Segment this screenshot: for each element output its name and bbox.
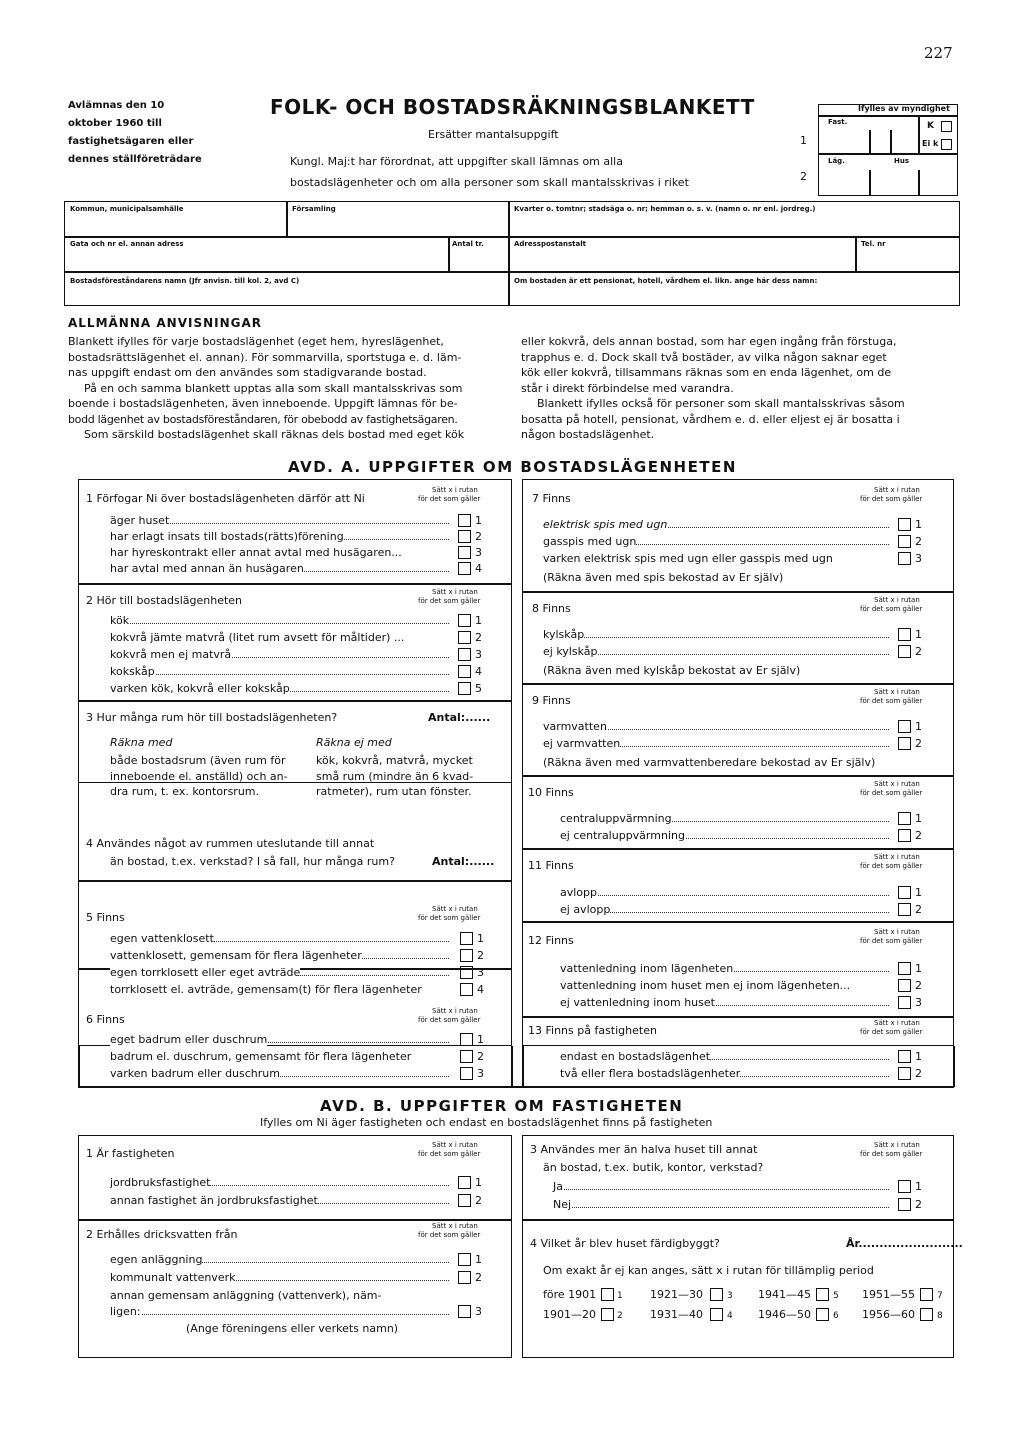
- b4-period-2-label: 1901—20: [543, 1308, 596, 1321]
- b4-note: Om exakt år ej kan anges, sätt x i rutan för tillämplig period: [543, 1264, 874, 1277]
- q3-right-1: kök, kokvrå, matvrå, mycket: [316, 754, 473, 767]
- q5-option-3: egen torrklosett eller eget avträde: [110, 966, 301, 979]
- b4-period-6-num: 6: [833, 1311, 839, 1321]
- q7-label: 7 Finns: [532, 492, 571, 505]
- delivery-note-4: dennes ställföreträdare: [68, 154, 202, 165]
- q3-left-3: dra rum, t. ex. kontorsrum.: [110, 785, 260, 798]
- avd-a-heading: AVD. A. UPPGIFTER OM BOSTADSLÄGENHETEN: [288, 458, 737, 476]
- q2-sattx-1: Sätt x i rutan: [432, 588, 478, 596]
- instr-left-7: Som särskild bostadslägenhet skall räknas dels bostad med eget kök: [84, 428, 465, 441]
- bostadsforest-label: Bostadsföreståndarens namn (Jfr anvisn. till kol. 2, avd C): [70, 277, 300, 285]
- q11-label: 11 Finns: [528, 859, 574, 872]
- instr-right-5: Blankett ifylles också för personer som skall mantalsskrivas såsom: [537, 397, 905, 410]
- authority-k-checkbox[interactable]: [941, 121, 952, 132]
- q9-sattx-2: för det som gäller: [860, 697, 923, 705]
- q10-checkbox-2[interactable]: [898, 829, 911, 842]
- delivery-note-3: fastighetsägaren eller: [68, 136, 194, 147]
- q9-option-1: varmvatten: [543, 720, 607, 733]
- q8-label: 8 Finns: [532, 602, 571, 615]
- b4-period-2-checkbox[interactable]: [601, 1308, 614, 1321]
- q11-option-2: ej avlopp: [560, 903, 611, 916]
- instr-left-6: bodd lägenhet av bostadsföreståndaren, för obebodd av fastighetsägaren.: [68, 412, 458, 426]
- b4-period-1-checkbox[interactable]: [601, 1288, 614, 1301]
- instr-right-7: någon bostadslägenhet.: [521, 428, 655, 441]
- b2-option-3-line-1: annan gemensam anläggning (vattenverk), näm-: [110, 1289, 382, 1302]
- forsamling-input[interactable]: [292, 218, 502, 234]
- decree-line-1: Kungl. Maj:t har förordnat, att uppgifter skall lämnas om alla: [290, 155, 623, 168]
- q5-checkbox-3[interactable]: [460, 966, 473, 979]
- q3-rakna-med: Räkna med: [110, 736, 173, 749]
- q10-label: 10 Finns: [528, 786, 574, 799]
- b1-checkbox-2[interactable]: [458, 1194, 471, 1207]
- q2-checkbox-3[interactable]: [458, 648, 471, 661]
- q6-label: 6 Finns: [86, 1013, 125, 1026]
- adresspost-label: Adresspostanstalt: [514, 240, 586, 248]
- b1-checkbox-1[interactable]: [458, 1176, 471, 1189]
- q3-left-1: både bostadsrum (även rum för: [110, 754, 286, 767]
- decree-line-2: bostadslägenheter och om alla personer som skall mantalsskrivas i riket: [290, 176, 689, 189]
- b4-period-1-num: 1: [617, 1291, 623, 1301]
- q10-checkbox-1[interactable]: [898, 812, 911, 825]
- q3-rakna-ej: Räkna ej med: [316, 736, 392, 749]
- q3-antal[interactable]: Antal:......: [428, 711, 491, 724]
- b4-period-4-checkbox[interactable]: [710, 1308, 723, 1321]
- q9-label: 9 Finns: [532, 694, 571, 707]
- tel-input[interactable]: [861, 253, 955, 269]
- b2-sattx-2: för det som gäller: [418, 1231, 481, 1239]
- q2-option-1: kök: [110, 614, 130, 627]
- b2-checkbox-1[interactable]: [458, 1253, 471, 1266]
- q13-option-2: två eller flera bostadslägenheter: [560, 1067, 741, 1080]
- q4-line-1: 4 Användes något av rummen uteslutande till annat: [86, 837, 375, 850]
- delivery-note-1: Avlämnas den 10: [68, 100, 165, 111]
- q11-sattx-1: Sätt x i rutan: [874, 853, 920, 861]
- q1-sattx-2: för det som gäller: [418, 495, 481, 503]
- b4-period-3-num: 3: [727, 1291, 733, 1301]
- q6-option-1: eget badrum eller duschrum: [110, 1033, 268, 1046]
- authority-fast-label: Fast.: [828, 118, 848, 126]
- q4-line-2: än bostad, t.ex. verkstad? I så fall, hur många rum?: [110, 855, 395, 868]
- q9-option-2: ej varmvatten: [543, 737, 621, 750]
- q2-checkbox-1[interactable]: [458, 614, 471, 627]
- authority-eik-label: Ei k: [922, 139, 939, 148]
- q12-sattx-1: Sätt x i rutan: [874, 928, 920, 936]
- q5-option-2: vattenklosett, gemensam för flera lägenheter: [110, 949, 362, 962]
- b4-period-6-label: 1946—50: [758, 1308, 811, 1321]
- b3-sattx-1: Sätt x i rutan: [874, 1141, 920, 1149]
- q12-label: 12 Finns: [528, 934, 574, 947]
- q5-sattx-1: Sätt x i rutan: [432, 905, 478, 913]
- instr-right-1: eller kokvrå, dels annan bostad, som har egen ingång från förstuga,: [521, 335, 897, 348]
- b1-sattx-1: Sätt x i rutan: [432, 1141, 478, 1149]
- b3-checkbox-2[interactable]: [898, 1198, 911, 1211]
- authority-row-2: 2: [800, 170, 807, 183]
- q8-option-2: ej kylskåp: [543, 645, 598, 658]
- q9-checkbox-2[interactable]: [898, 737, 911, 750]
- q8-note: (Räkna även med kylskåp bekostat av Er själv): [543, 664, 801, 677]
- q10-sattx-1: Sätt x i rutan: [874, 780, 920, 788]
- q5-checkbox-2[interactable]: [460, 949, 473, 962]
- adresspost-input[interactable]: [514, 253, 850, 269]
- b2-option-3-note: (Ange föreningens eller verkets namn): [186, 1322, 399, 1335]
- q9-note: (Räkna även med varmvattenberedare bekostad av Er själv): [543, 756, 876, 769]
- q2-label: 2 Hör till bostadslägenheten: [86, 594, 243, 607]
- b4-period-7-num: 7: [937, 1291, 943, 1301]
- b2-label: 2 Erhålles dricksvatten från: [86, 1228, 238, 1241]
- q6-checkbox-2[interactable]: [460, 1050, 473, 1063]
- pensionat-input[interactable]: [514, 288, 954, 304]
- q6-checkbox-1[interactable]: [460, 1033, 473, 1046]
- gata-label: Gata och nr el. annan adress: [70, 240, 184, 248]
- q13-sattx-1: Sätt x i rutan: [874, 1019, 920, 1027]
- q13-checkbox-1[interactable]: [898, 1050, 911, 1063]
- forsamling-label: Församling: [292, 205, 336, 213]
- q1-option-1: äger huset: [110, 514, 170, 527]
- page-number: 227: [924, 44, 953, 62]
- instr-right-2: trapphus e. d. Dock skall två bostäder, av vilka någon saknar eget: [521, 350, 887, 364]
- b3-sattx-2: för det som gäller: [860, 1150, 923, 1158]
- q10-sattx-2: för det som gäller: [860, 789, 923, 797]
- q2-option-5: varken kök, kokvrå eller kokskåp: [110, 682, 290, 695]
- q9-sattx-1: Sätt x i rutan: [874, 688, 920, 696]
- form-title: FOLK- OCH BOSTADSRÄKNINGSBLANKETT: [270, 95, 755, 119]
- q1-label: 1 Förfogar Ni över bostadslägenheten därför att Ni: [86, 492, 365, 505]
- instr-right-6: bosatta på hotell, pensionat, vårdhem e. d. eller eljest ej är bosatta i: [521, 412, 900, 426]
- b1-label: 1 Är fastigheten: [86, 1147, 175, 1160]
- q13-sattx-2: för det som gäller: [860, 1028, 923, 1036]
- q8-option-1: kylskåp: [543, 628, 585, 641]
- q2-checkbox-5[interactable]: [458, 682, 471, 695]
- antal-tr-input[interactable]: [452, 253, 504, 269]
- b2-option-1: egen anläggning: [110, 1253, 203, 1266]
- q11-sattx-2: för det som gäller: [860, 862, 923, 870]
- q13-option-1: endast en bostadslägenhet: [560, 1050, 711, 1063]
- b3-option-1: Ja: [553, 1180, 563, 1193]
- q5-option-1: egen vattenklosett: [110, 932, 214, 945]
- authority-hus-label: Hus: [894, 157, 910, 165]
- q7-option-1: elektrisk spis med ugn: [543, 518, 668, 531]
- q7-option-2: gasspis med ugn: [543, 535, 637, 548]
- q5-checkbox-4[interactable]: [460, 983, 473, 996]
- b3-line-2: än bostad, t.ex. butik, kontor, verkstad?: [543, 1161, 764, 1174]
- q11-option-1: avlopp: [560, 886, 598, 899]
- b4-period-1-label: före 1901: [543, 1288, 597, 1301]
- kvarter-input[interactable]: [514, 218, 954, 234]
- q6-sattx-2: för det som gäller: [418, 1016, 481, 1024]
- q10-option-2: ej centraluppvärmning: [560, 829, 685, 842]
- b1-sattx-2: för det som gäller: [418, 1150, 481, 1158]
- q10-option-1: centraluppvärmning: [560, 812, 672, 825]
- q13-label: 13 Finns på fastigheten: [528, 1024, 657, 1037]
- q5-option-4: torrklosett el. avträde, gemensam(t) för flera lägenheter: [110, 983, 422, 996]
- q7-checkbox-3[interactable]: [898, 552, 911, 565]
- authority-k-label: K: [927, 121, 934, 131]
- instr-left-5: boende i bostadslägenheten, även inneboende. Uppgift lämnas för be-: [68, 397, 458, 410]
- b4-period-8-checkbox[interactable]: [920, 1308, 933, 1321]
- q1-checkbox-4[interactable]: [458, 562, 471, 575]
- q5-label: 5 Finns: [86, 911, 125, 924]
- q1-option-3: har hyreskontrakt eller annat avtal med husägaren...: [110, 546, 402, 559]
- q7-checkbox-2[interactable]: [898, 535, 911, 548]
- b4-period-5-num: 5: [833, 1291, 839, 1301]
- b4-period-4-label: 1931—40: [650, 1308, 703, 1321]
- avd-b-heading: AVD. B. UPPGIFTER OM FASTIGHETEN: [320, 1097, 684, 1115]
- b2-sattx-1: Sätt x i rutan: [432, 1222, 478, 1230]
- antal-tr-label: Antal tr.: [452, 240, 484, 248]
- q5-checkbox-1[interactable]: [460, 932, 473, 945]
- tel-label: Tel. nr: [861, 240, 886, 248]
- authority-eik-checkbox[interactable]: [941, 139, 952, 150]
- q9-checkbox-1[interactable]: [898, 720, 911, 733]
- q1-option-4: har avtal med annan än husägaren: [110, 562, 304, 575]
- b4-period-3-label: 1921—30: [650, 1288, 703, 1301]
- instr-right-4: står i direkt förbindelse med varandra.: [521, 381, 734, 395]
- q1-sattx-1: Sätt x i rutan: [432, 486, 478, 494]
- q7-sattx-1: Sätt x i rutan: [874, 486, 920, 494]
- q2-option-4: kokskåp: [110, 665, 155, 678]
- q12-checkbox-3[interactable]: [898, 996, 911, 1009]
- q1-option-2: har erlagt insats till bostads(rätts)förening: [110, 530, 344, 543]
- q1-checkbox-2[interactable]: [458, 530, 471, 543]
- authority-row-1: 1: [800, 134, 807, 147]
- instr-left-2: bostadsrättslägenhet el. annan). För sommarvilla, sportstuga e. d. läm-: [68, 350, 462, 364]
- q11-checkbox-2[interactable]: [898, 903, 911, 916]
- form-subtitle: Ersätter mantalsuppgift: [428, 128, 559, 141]
- b3-option-2: Nej: [553, 1198, 572, 1211]
- b2-option-2: kommunalt vattenverk: [110, 1271, 236, 1284]
- q1-checkbox-3[interactable]: [458, 546, 471, 559]
- b2-checkbox-2[interactable]: [458, 1271, 471, 1284]
- b4-period-7-label: 1951—55: [862, 1288, 915, 1301]
- b4-period-5-checkbox[interactable]: [816, 1288, 829, 1301]
- b3-checkbox-1[interactable]: [898, 1180, 911, 1193]
- b1-option-1: jordbruksfastighet: [110, 1176, 211, 1189]
- q6-checkbox-3[interactable]: [460, 1067, 473, 1080]
- q2-option-2: kokvrå jämte matvrå (litet rum avsett för måltider) ...: [110, 631, 405, 644]
- q12-option-2: vattenledning inom huset men ej inom lägenheten...: [560, 979, 851, 992]
- kvarter-label: Kvarter o. tomtnr; stadsäga o. nr; hemman o. s. v. (namn o. nr enl. jordreg.): [514, 205, 816, 213]
- delivery-note-2: oktober 1960 till: [68, 118, 162, 129]
- b4-period-5-label: 1941—45: [758, 1288, 811, 1301]
- instr-left-4: På en och samma blankett upptas alla som skall mantalsskrivas som: [84, 381, 463, 395]
- q12-option-1: vattenledning inom lägenheten: [560, 962, 734, 975]
- q5-sattx-2: för det som gäller: [418, 914, 481, 922]
- b4-year-input[interactable]: År.........................: [846, 1237, 963, 1250]
- q2-checkbox-4[interactable]: [458, 665, 471, 678]
- q7-option-3: varken elektrisk spis med ugn eller gasspis med ugn: [543, 552, 833, 565]
- q2-option-3: kokvrå men ej matvrå: [110, 648, 232, 661]
- q13-checkbox-2[interactable]: [898, 1067, 911, 1080]
- instr-left-1: Blankett ifylles för varje bostadslägenhet (eget hem, hyreslägenhet,: [68, 335, 444, 348]
- kommun-input[interactable]: [70, 218, 280, 234]
- q3-left-2: inneboende el. anställd) och an-: [110, 769, 288, 783]
- q7-checkbox-1[interactable]: [898, 518, 911, 531]
- q12-option-3: ej vattenledning inom huset: [560, 996, 715, 1009]
- b4-period-8-num: 8: [937, 1311, 943, 1321]
- b2-checkbox-3[interactable]: [458, 1305, 471, 1318]
- q4-antal[interactable]: Antal:......: [432, 855, 495, 868]
- b4-label: 4 Vilket år blev huset färdigbyggt?: [530, 1237, 720, 1250]
- q8-sattx-1: Sätt x i rutan: [874, 596, 920, 604]
- authority-box-title: Ifylles av myndighet: [858, 104, 950, 113]
- b4-period-4-num: 4: [727, 1311, 733, 1321]
- q3-right-3: ratmeter), rum utan fönster.: [316, 785, 472, 798]
- q8-checkbox-1[interactable]: [898, 628, 911, 641]
- q12-checkbox-1[interactable]: [898, 962, 911, 975]
- q2-checkbox-2[interactable]: [458, 631, 471, 644]
- b4-period-6-checkbox[interactable]: [816, 1308, 829, 1321]
- kommun-label: Kommun, municipalsamhälle: [70, 205, 184, 213]
- b4-period-2-num: 2: [617, 1311, 623, 1321]
- authority-lag-label: Läg.: [828, 157, 845, 165]
- gata-input[interactable]: [70, 253, 442, 269]
- q7-sattx-2: för det som gäller: [860, 495, 923, 503]
- b4-period-7-checkbox[interactable]: [920, 1288, 933, 1301]
- q8-sattx-2: för det som gäller: [860, 605, 923, 613]
- q6-option-2: badrum el. duschrum, gemensamt för flera lägenheter: [110, 1050, 412, 1063]
- instr-left-3: nas uppgift endast om den användes som stadigvarande bostad.: [68, 366, 427, 379]
- q3-right-2: små rum (mindre än 6 kvad-: [316, 769, 474, 783]
- q1-checkbox-1[interactable]: [458, 514, 471, 527]
- q6-sattx-1: Sätt x i rutan: [432, 1007, 478, 1015]
- b1-option-2: annan fastighet än jordbruksfastighet: [110, 1194, 318, 1207]
- b4-period-3-checkbox[interactable]: [710, 1288, 723, 1301]
- b3-line-1: 3 Användes mer än halva huset till annat: [530, 1143, 758, 1156]
- bostadsforest-input[interactable]: [70, 288, 504, 304]
- q2-sattx-2: för det som gäller: [418, 597, 481, 605]
- b2-option-3-line-2: ligen:: [110, 1305, 141, 1318]
- q3-label: 3 Hur många rum hör till bostadslägenheten?: [86, 711, 338, 724]
- q8-checkbox-2[interactable]: [898, 645, 911, 658]
- avd-b-subheading: Ifylles om Ni äger fastigheten och endast en bostadslägenhet finns på fastigheten: [260, 1116, 713, 1129]
- q7-note: (Räkna även med spis bekostad av Er själv): [543, 571, 784, 584]
- instr-right-3: kök eller kokvrå, tillsammans räknas som en enda lägenhet, om de: [521, 366, 892, 379]
- pensionat-label: Om bostaden är ett pensionat, hotell, vårdhem el. likn. ange här dess namn:: [514, 277, 818, 285]
- q6-option-3: varken badrum eller duschrum: [110, 1067, 280, 1080]
- q12-checkbox-2[interactable]: [898, 979, 911, 992]
- q11-checkbox-1[interactable]: [898, 886, 911, 899]
- instructions-heading: ALLMÄNNA ANVISNINGAR: [68, 316, 263, 330]
- q12-sattx-2: för det som gäller: [860, 937, 923, 945]
- b4-period-8-label: 1956—60: [862, 1308, 915, 1321]
